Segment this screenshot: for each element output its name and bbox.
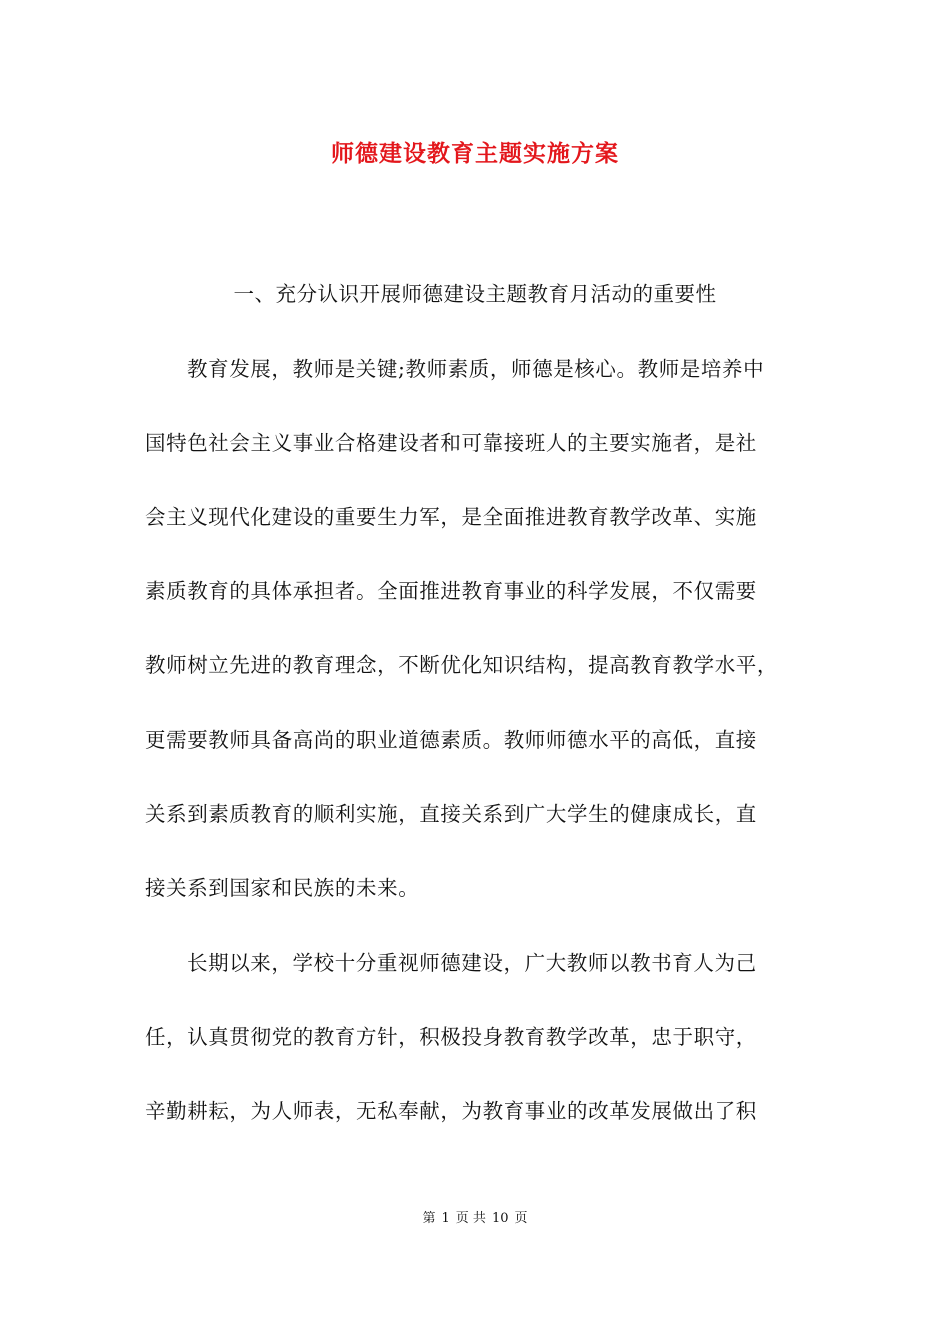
paragraph-line: 会主义现代化建设的重要生力军，是全面推进教育教学改革、实施 bbox=[145, 505, 757, 529]
paragraph-line: 任，认真贯彻党的教育方针，积极投身教育教学改革，忠于职守， bbox=[145, 1025, 757, 1049]
footer-middle: 页 共 bbox=[455, 1211, 486, 1226]
paragraph-line: 更需要教师具备高尚的职业道德素质。教师师德水平的高低，直接 bbox=[145, 728, 757, 752]
paragraph-line: 教师树立先进的教育理念，不断优化知识结构，提高教育教学水平， bbox=[145, 653, 778, 677]
footer-current-page: 1 bbox=[441, 1211, 450, 1226]
document-title: 师德建设教育主题实施方案 bbox=[331, 140, 619, 167]
paragraph-line: 接关系到国家和民族的未来。 bbox=[145, 876, 420, 900]
page-footer bbox=[0, 1209, 950, 1229]
paragraph-line: 长期以来，学校十分重视师德建设，广大教师以教书育人为己 bbox=[187, 951, 757, 975]
paragraph-line: 国特色社会主义事业合格建设者和可靠接班人的主要实施者，是社 bbox=[145, 431, 757, 455]
footer-prefix: 第 bbox=[422, 1211, 436, 1226]
paragraph-line: 关系到素质教育的顺利实施，直接关系到广大学生的健康成长，直 bbox=[145, 802, 757, 826]
section-heading: 一、充分认识开展师德建设主题教育月活动的重要性 bbox=[233, 282, 717, 306]
paragraph-line: 辛勤耕耘，为人师表，无私奉献，为教育事业的改革发展做出了积 bbox=[145, 1099, 757, 1123]
paragraph-line: 教育发展，教师是关键;教师素质，师德是核心。教师是培养中 bbox=[187, 357, 765, 381]
footer-total-pages: 10 bbox=[491, 1211, 509, 1226]
paragraph-line: 素质教育的具体承担者。全面推进教育事业的科学发展，不仅需要 bbox=[145, 579, 757, 603]
footer-suffix: 页 bbox=[514, 1211, 528, 1226]
